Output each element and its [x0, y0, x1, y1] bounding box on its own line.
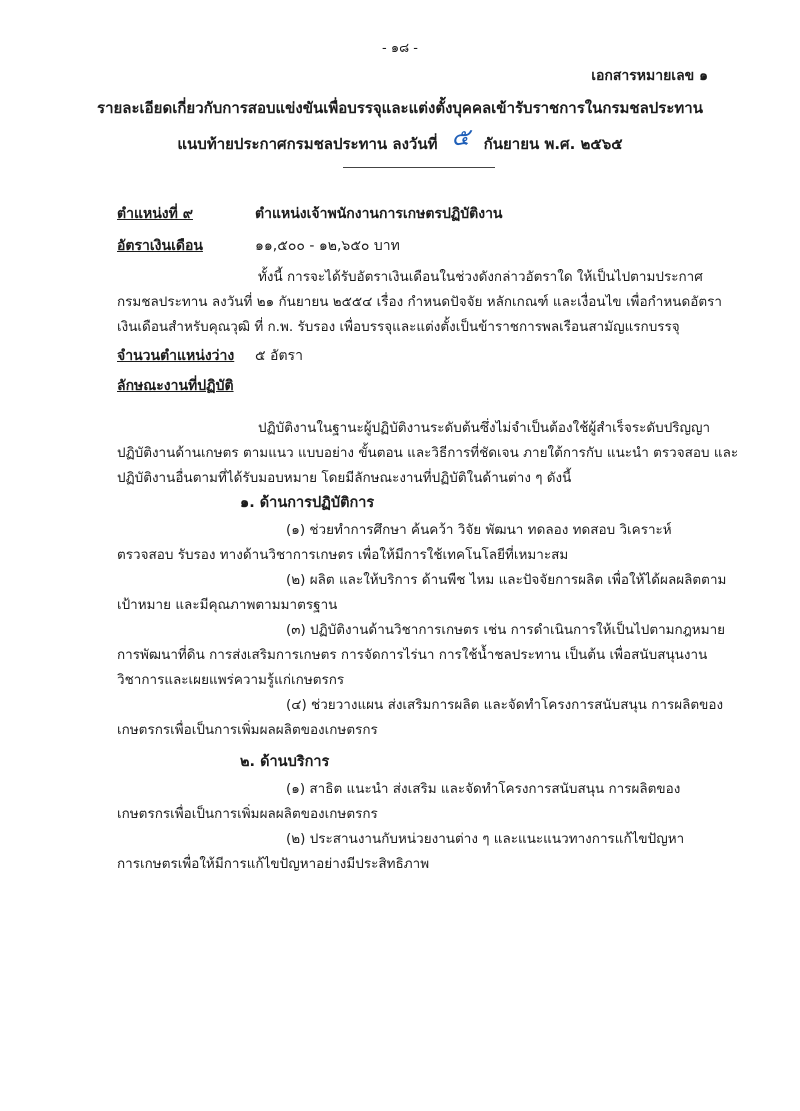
duty-item-continuation: วิชาการและเผยแพร่ความรู้แก่เกษตรกร — [117, 672, 345, 688]
salary-note-line: กรมชลประทาน ลงวันที่ ๒๑ กันยายน ๒๕๕๔ เรื่อง กำหนดปัจจัย หลักเกณฑ์ และเงื่อนไข เพื่อกำหนดอัตรา — [117, 294, 722, 310]
duty-item-first-line: (๑) ช่วยทำการศึกษา ค้นคว้า วิจัย พัฒนา ทดลอง ทดสอบ วิเคราะห์ — [286, 522, 672, 538]
vacancies-value: ๕ อัตรา — [255, 348, 303, 364]
duty-item-continuation: ตรวจสอบ รับรอง ทางด้านวิชาการเกษตร เพื่อให้มีการใช้เทคโนโลยีที่เหมาะสม — [117, 547, 569, 563]
salary-note-line: ทั้งนี้ การจะได้รับอัตราเงินเดือนในช่วงดังกล่าวอัตราใด ให้เป็นไปตามประกาศ — [258, 269, 703, 285]
position-label: ตำแหน่งที่ ๙ — [117, 206, 193, 222]
salary-label: อัตราเงินเดือน — [117, 238, 203, 254]
page-number: - ๑๘ - — [382, 41, 418, 56]
duty-item-continuation: การพัฒนาที่ดิน การส่งเสริมการเกษตร การจัดการไร่นา การใช้น้ำชลประทาน เป็นต้น เพื่อสนับสนุนงาน — [117, 647, 708, 663]
title-date-suffix: กันยายน พ.ศ. ๒๕๖๕ — [483, 135, 623, 153]
document-title-line1: รายละเอียดเกี่ยวกับการสอบแข่งขันเพื่อบรรจุและแต่งตั้งบุคคลเข้ารับราชการในกรมชลประทาน — [97, 99, 703, 117]
duty-item-first-line: (๒) ผลิต และให้บริการ ด้านพืช ไหม และปัจจัยการผลิต เพื่อให้ได้ผลผลิตตาม — [286, 572, 727, 588]
section-heading-operations: ๑. ด้านการปฏิบัติการ — [240, 495, 375, 511]
duty-item-first-line: (๑) สาธิต แนะนำ ส่งเสริม และจัดทำโครงการสนับสนุน การผลิตของ — [286, 781, 681, 797]
salary-note-line: เงินเดือนสำหรับคุณวุฒิ ที่ ก.พ. รับรอง เพื่อบรรจุและแต่งตั้งเป็นข้าราชการพลเรือนสามัญแรกบรรจุ — [117, 319, 680, 335]
duty-item-continuation: เป้าหมาย และมีคุณภาพตามมาตรฐาน — [117, 597, 338, 613]
position-value: ตำแหน่งเจ้าพนักงานการเกษตรปฏิบัติงาน — [255, 206, 503, 222]
vacancies-label: จำนวนตำแหน่งว่าง — [117, 348, 235, 364]
section-heading-services: ๒. ด้านบริการ — [240, 754, 330, 770]
duties-label: ลักษณะงานที่ปฏิบัติ — [117, 378, 234, 394]
duties-intro-line: ปฏิบัติงานในฐานะผู้ปฏิบัติงานระดับต้นซึ่งไม่จำเป็นต้องใช้ผู้สำเร็จระดับปริญญา — [258, 420, 711, 436]
duty-item-continuation: การเกษตรเพื่อให้มีการแก้ไขปัญหาอย่างมีประสิทธิภาพ — [117, 856, 430, 872]
duty-item-continuation: เกษตรกรเพื่อเป็นการเพิ่มผลผลิตของเกษตรกร — [117, 806, 378, 822]
duty-item-continuation: เกษตรกรเพื่อเป็นการเพิ่มผลผลิตของเกษตรกร — [117, 722, 378, 738]
duty-item-first-line: (๒) ประสานงานกับหน่วยงานต่าง ๆ และแนะแนวทางการแก้ไขปัญหา — [286, 831, 685, 847]
duties-intro-line: ปฏิบัติงานอื่นตามที่ได้รับมอบหมาย โดยมีลักษณะงานที่ปฏิบัติในด้านต่าง ๆ ดังนี้ — [117, 470, 572, 486]
duty-item-first-line: (๓) ปฏิบัติงานด้านวิชาการเกษตร เช่น การดำเนินการให้เป็นไปตามกฎหมาย — [286, 622, 726, 638]
document-number: เอกสารหมายเลข ๑ — [591, 68, 708, 84]
title-separator-rule — [343, 167, 495, 168]
salary-value: ๑๑,๕๐๐ - ๑๒,๖๕๐ บาท — [255, 238, 400, 254]
handwritten-day: ๕ — [451, 123, 470, 151]
duties-intro-line: ปฏิบัติงานด้านเกษตร ตามแนว แบบอย่าง ขั้นตอน และวิธีการที่ชัดเจน ภายใต้การกับ แนะนำ ตรวจสอบ และ — [117, 445, 739, 461]
title-date-prefix: แนบท้ายประกาศกรมชลประทาน ลงวันที่ — [177, 135, 438, 153]
document-title-line2 — [0, 121, 800, 160]
duty-item-first-line: (๔) ช่วยวางแผน ส่งเสริมการผลิต และจัดทำโครงการสนับสนุน การผลิตของ — [286, 697, 724, 713]
